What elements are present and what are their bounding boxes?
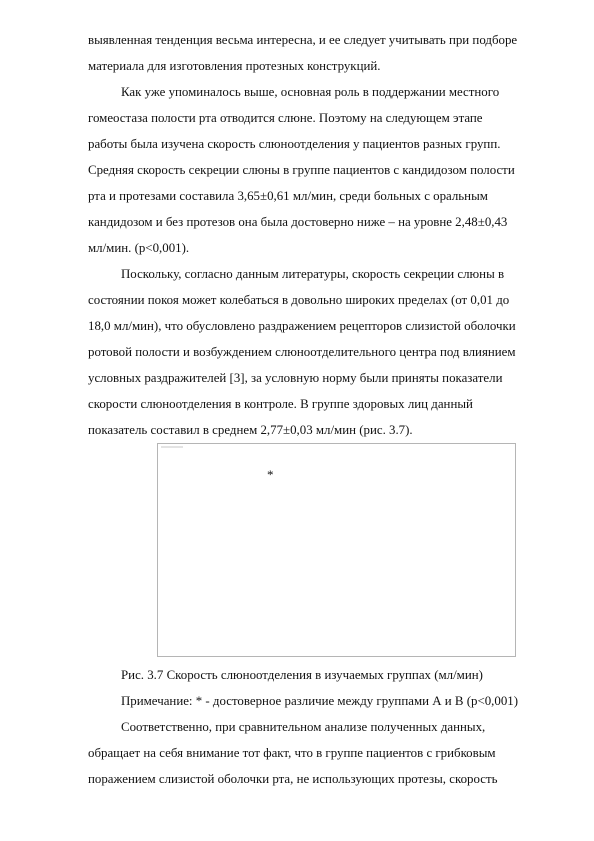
text-line: условных раздражителей [3], за условную норму были приняты показатели [88,371,503,385]
text-line: состоянии покоя может колебаться в довольно широких пределах (от 0,01 до [88,293,510,307]
text-line: материала для изготовления протезных конструкций. [88,59,381,73]
text-line: Средняя скорость секреции слюны в группе пациентов с кандидозом полости [88,163,515,177]
text-line: поражением слизистой оболочки рта, не использующих протезы, скорость [88,772,498,786]
text-line: обращает на себя внимание тот факт, что в группе пациентов с грибковым [88,746,496,760]
text-line: гомеостаза полости рта отводится слюне. Поэтому на следующем этапе [88,111,483,125]
text-line: Поскольку, согласно данным литературы, скорость секреции слюны в [121,267,505,281]
text-line-last: показатель составил в среднем 2,77±0,03 мл/мин (рис. 3.7). [88,423,413,437]
text-line: мл/мин. (р<0,001). [88,241,190,255]
text-line: ротовой полости и возбуждением слюноотделительного центра под влиянием [88,345,516,359]
text-line: рта и протезами составила 3,65±0,61 мл/мин, среди больных с оральным [88,189,488,203]
text-line: работы была изучена скорость слюноотделения у пациентов разных групп. [88,137,501,151]
figure-frame [157,443,516,657]
text-line: 18,0 мл/мин), что обусловлено раздражением рецепторов слизистой оболочки [88,319,516,333]
text-line: Соответственно, при сравнительном анализе полученных данных, [121,720,486,734]
text-line: выявленная тенденция весьма интересна, и ее следует учитывать при подборе [88,33,518,47]
figure-note: Примечание: * - достоверное различие между группами А и В (р<0,001) [121,694,519,708]
text-line: кандидозом и без протезов она была достоверно ниже – на уровне 2,48±0,43 [88,215,508,229]
figure-corner-mark [161,446,183,448]
figure-caption: Рис. 3.7 Скорость слюноотделения в изучаемых группах (мл/мин) [121,668,483,682]
text-line: скорости слюноотделения в контроле. В группе здоровых лиц данный [88,397,473,411]
significance-marker: * [267,467,274,482]
text-line: Как уже упоминалось выше, основная роль в поддержании местного [121,85,500,99]
